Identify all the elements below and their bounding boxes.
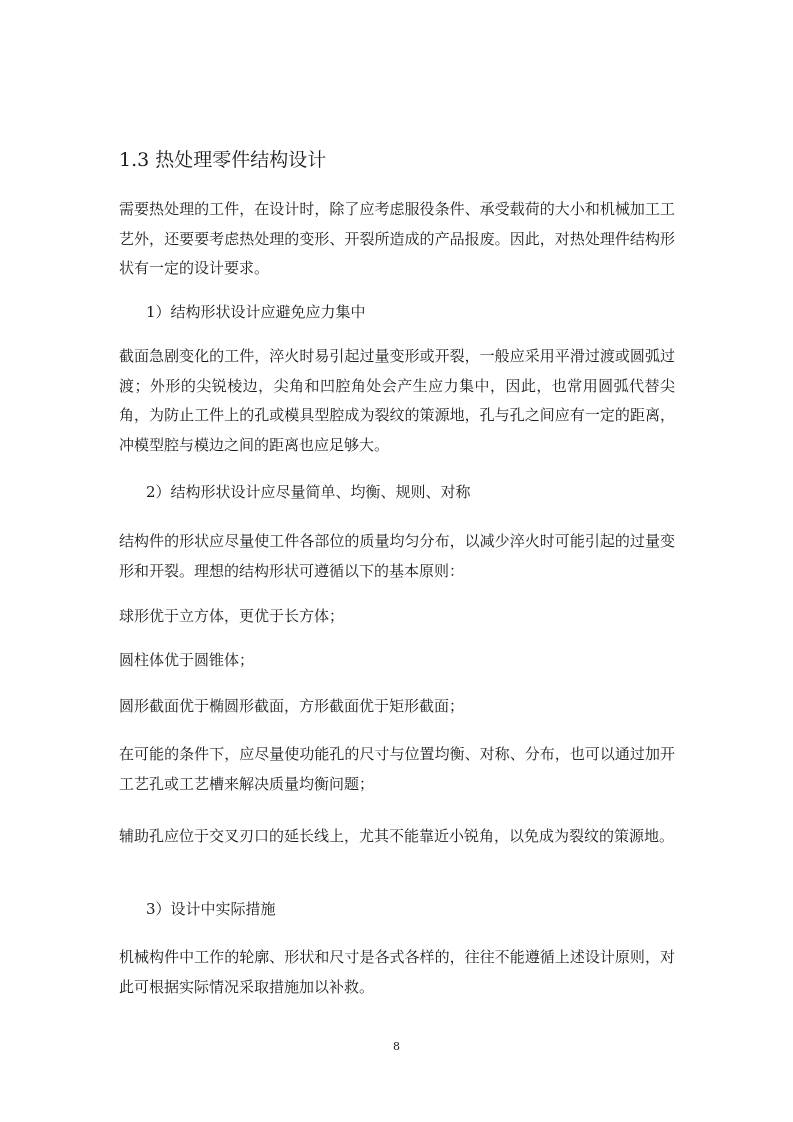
- subsection-3-title: 3）设计中实际措施: [146, 900, 276, 918]
- principle-item-2: 圆柱体优于圆锥体；: [119, 651, 255, 669]
- intro-paragraph: 需要热处理的工件，在设计时，除了应考虑服役条件、承受载荷的大小和机械加工工艺外，还要要考虑热处理的变形、开裂所造成的产品报废。因此，对热处理件结构形状有一定的设计要求。: [119, 200, 675, 277]
- principle-item-4: 在可能的条件下，应尽量使功能孔的尺寸与位置均衡、对称、分布，也可以通过加开工艺孔或工艺槽来解决质量均衡问题；: [119, 745, 675, 793]
- principle-item-5: 辅助孔应位于交叉刃口的延长线上，尤其不能靠近小锐角，以免成为裂纹的策源地。: [119, 827, 675, 845]
- page-number: 8: [393, 1040, 400, 1053]
- subsection-3-body: 机械构件中工作的轮廓、形状和尺寸是各式各样的，往往不能遵循上述设计原则，对此可根据实际情况采取措施加以补救。: [119, 948, 675, 996]
- principle-item-1: 球形优于立方体，更优于长方体；: [119, 607, 345, 625]
- subsection-1-title: 1）结构形状设计应避免应力集中: [146, 303, 366, 321]
- principle-item-3: 圆形截面优于椭圆形截面，方形截面优于矩形截面；: [119, 697, 465, 715]
- subsection-2-title: 2）结构形状设计应尽量简单、均衡、规则、对称: [146, 483, 471, 501]
- subsection-1-body: 截面急剧变化的工件，淬火时易引起过量变形或开裂，一般应采用平滑过渡或圆弧过渡；外形的尖锐棱边，尖角和凹腔角处会产生应力集中，因此，也常用圆弧代替尖角，为防止工件上的孔或模具型腔成为裂纹的策源地，孔与孔之间应有一定的距离，冲模型腔与模边之间的距离也应足够大。: [119, 347, 675, 454]
- section-heading: 1.3 热处理零件结构设计: [119, 149, 327, 171]
- subsection-2-body: 结构件的形状应尽量使工件各部位的质量均匀分布，以减少淬火时可能引起的过量变形和开裂。理想的结构形状可遵循以下的基本原则：: [119, 532, 675, 580]
